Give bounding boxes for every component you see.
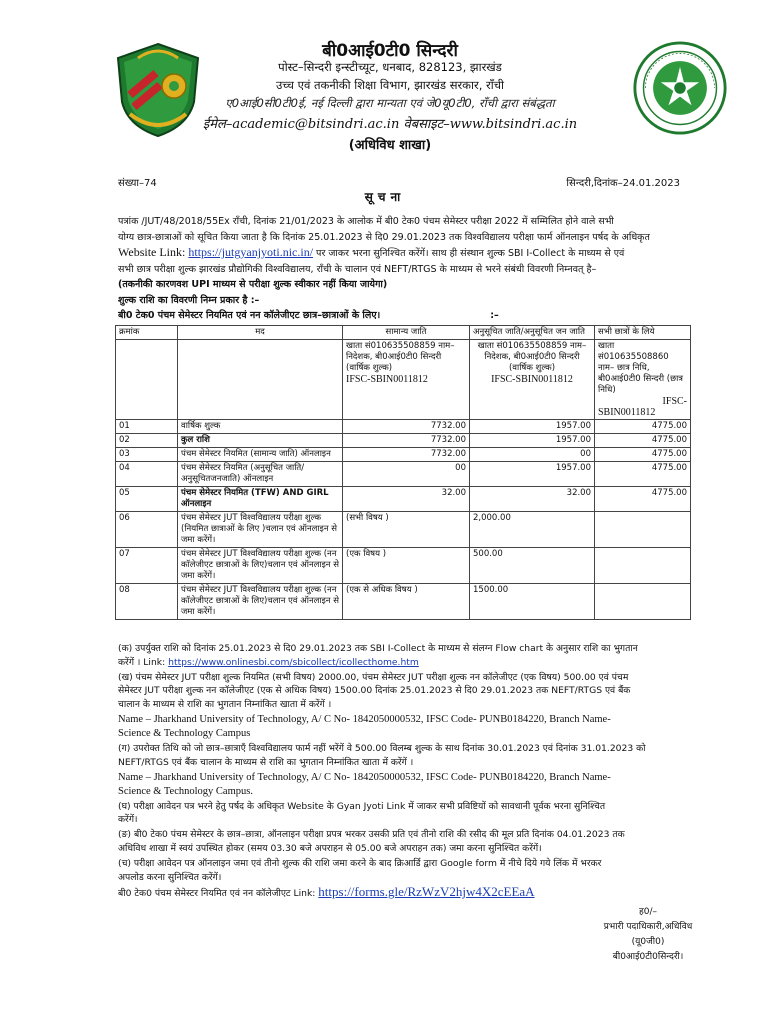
table-row: 04 पंचम सेमेस्टर नियमित (अनुसूचित जाति/अनुसूचितजनजाति) ऑनलाइन 00 1957.00 4775.00 — [116, 462, 691, 487]
table-row: 06 पंचम सेमेस्टर JUT विश्वविद्यालय परीक्षा शुल्क (नियमित छात्राओं के लिए )चलान एवं ऑनलाइन से जमा करेंगें। (सभी विषय ) 2,000.00 — [116, 512, 691, 548]
fee-table — [115, 325, 691, 620]
signature-block: ह0/– प्रभारी पदाधिकारी,अधिविध (यू0जी0) बी0आई0टी0सिन्दरी। — [603, 907, 693, 962]
intro-line — [118, 245, 678, 262]
table-accounts-row — [116, 340, 691, 420]
intro-line: पत्रांक /JUT/48/2018/55Ex राँची, दिनांक 21/01/2023 के आलोक में बी0 टेक0 पंचम सेमेस्टर परीक्षा 2022 में सम्मिलित होने वाले सभी — [118, 216, 614, 227]
header-sc-st: अनुसूचित जाति/अनुसूचित जन जाति — [470, 326, 595, 340]
instructions — [118, 642, 678, 902]
bank-details-1: Name – Jharkhand University of Technology, A/ C No- 1842050000532, IFSC Code- PUNB0184220, Branch Name- Science & Technology Campus — [118, 713, 611, 739]
contact-line: ईमेल–academic@bitsindri.ac.in वेबसाइट–www.bitsindri.ac.in — [202, 117, 578, 132]
fee-scope-tail: :– — [490, 310, 499, 321]
jut-seal-logo — [632, 40, 728, 136]
note-gha: (घ) परीक्षा आवेदन पत्र भरने हेतु पर्षद के अधिकृत Website के Gyan Jyoti Link में जाकर सभी प्रविष्टियों को सावधानी पूर्वक भरना सुनिश्चित करेंगें। — [118, 800, 606, 826]
table-row: 08 पंचम सेमेस्टर JUT विश्वविद्यालय परीक्षा शुल्क (नन कॉलेजीएट छात्राओं के लिए)चलान एवं ऑनलाइन से जमा करेंगें। (एक से अधिक विषय ) 1500.00 — [116, 584, 691, 620]
section-name: (अधिविध शाखा) — [348, 138, 432, 153]
ifsc-all-b: SBIN0011812 — [598, 407, 656, 418]
table-row: 02 कुल राशि 7732.00 1957.00 4775.00 — [116, 434, 691, 448]
header-all: सभी छात्रों के लिये — [595, 326, 691, 340]
reference-number: संख्या–74 — [118, 178, 157, 189]
bank-details-2: Name – Jharkhand University of Technology, A/ C No- 1842050000532, IFSC Code- PUNB0184220, Branch Name- Science & Technology Campus. — [118, 771, 611, 797]
ifsc-general: IFSC-SBIN0011812 — [346, 374, 428, 385]
ifsc-sc-st: IFSC-SBIN0011812 — [491, 374, 573, 385]
fee-details-heading: शुल्क राशि का विवरणी निम्न प्रकार है :– — [118, 294, 260, 306]
institute-address: पोस्ट–सिन्दरी इन्स्टीच्यूट, धनबाद, 828123, झारखंड — [278, 60, 502, 74]
website-label: Website Link: — [118, 245, 189, 259]
jut-gyanjyoti-link[interactable]: https://jutgyanjyoti.nic.in/ — [188, 245, 314, 259]
table-row: 07 पंचम सेमेस्टर JUT विश्वविद्यालय परीक्षा शुल्क (नन कॉलेजीएट छात्राओं के लिए)चलान एवं ऑनलाइन से जमा करेंगें। (एक विषय ) 500.00 — [116, 548, 691, 584]
notice-title: सूचना — [364, 190, 406, 204]
table-header-row — [116, 326, 691, 340]
header-general: सामान्य जाति — [343, 326, 470, 340]
account-sc-st: खाता सं010635508859 नाम–निदेशक, बी0आई0टी0 सिन्दरी (वार्षिक शुल्क) IFSC-SBIN0011812 — [470, 340, 595, 420]
account-all: खाता सं010635508860 नाम– छात्र निधि, बी0आई0टी0 सिन्दरी (छात्र निधि) IFSC- SBIN0011812 — [595, 340, 691, 420]
department-line: उच्च एवं तकनीकी शिक्षा विभाग, झारखंड सरकार, राँची — [276, 78, 504, 92]
header-sl: क्रमांक — [116, 326, 178, 340]
note-kha: (ख) पंचम सेमेस्टर JUT परीक्षा शुल्क नियमित (सभी विषय) 2000.00, पंचम सेमेस्टर JUT परीक्षा शुल्क नन कॉलेजीएट (एक विषय) 500.00 एवं पंचम सेमेस्टर JUT परीक्षा शुल्क नन कॉलेजीएट (एक से अधिक विषय) 1500.00 दिनांक 25.01.2023 से दि0 29.01.2023 तक NEFT/RTGS एवं बैंक चालान के माध्यम से राशि का भुगतान निम्नांकित खाता में करेंगें । — [118, 671, 631, 711]
institute-name: बी0आई0टी0 सिन्दरी — [322, 41, 458, 61]
account-general: खाता सं010635508859 नाम–निदेशक, बी0आई0टी0 सिन्दरी (वार्षिक शुल्क) IFSC-SBIN0011812 — [343, 340, 470, 420]
affiliation-line: ए0आई0सी0टी0ई, नई दिल्ली द्वारा मान्यता एवं जे0यू0टी0, राँची द्वारा संबंद्धता — [225, 96, 555, 110]
fee-scope-text: बी0 टेक0 पंचम सेमेस्टर नियमित एवं नन कॉलेजीएट छात्र–छात्राओं के लिए। — [118, 310, 381, 321]
table-row: 05 पंचम सेमेस्टर नियमित (TFW) AND GIRL ऑनलाइन 32.00 32.00 4775.00 — [116, 487, 691, 512]
intro-line-tail: पर जाकर भरना सुनिश्चित करेंगें। साथ ही संस्थान शुल्क SBI I-Collect के माध्यम से एवं — [313, 248, 625, 259]
intro-line: योग्य छात्र-छात्राओं को सूचित किया जाता है कि दिनांक 25.01.2023 से दि0 29.01.2023 तक विश्वविद्यालय परीक्षा फार्म ऑनलाइन पर्षद के अधिकृत — [118, 231, 650, 243]
ifsc-all-a: IFSC- — [662, 396, 687, 407]
note-ga: (ग) उपरोक्त तिथि को जो छात्र–छात्राएँ विश्वविद्यालय फार्म नहीं भरेंगें वे 500.00 विलम्ब शुल्क के साथ दिनांक 30.01.2023 एवं दिनांक 31.01.2023 को NEFT/RTGS एवं बैंक चालान के माध्यम से राशि का भुगतान निम्नांकित खाता में करेंगें । — [118, 742, 646, 768]
table-row: 01 वार्षिक शुल्क 7732.00 1957.00 4775.00 — [116, 420, 691, 434]
header-item: मद — [178, 326, 343, 340]
note-cha: (च) परीक्षा आवेदन पत्र ऑनलाइन जमा एवं तीनो शुल्क की राशि जमा करने के बाद क्रिआर्डि द्वारा Google form में नीचे दिये गये लिंक में भरकर अपलोड करना सुनिश्चित करेंगें। — [118, 857, 602, 883]
intro-paragraph — [118, 214, 678, 324]
google-form-link[interactable]: https://forms.gle/RzWzV2hjw4X2cEEaA — [318, 884, 535, 900]
table-row: 03 पंचम सेमेस्टर नियमित (सामान्य जाति) ऑनलाइन 7732.00 00 4775.00 — [116, 448, 691, 462]
upi-warning: (तकनीकी कारणवश UPI माध्यम से परीक्षा शुल्क स्वीकार नहीं किया जायेगा) — [118, 279, 388, 290]
intro-line: सभी छात्र परीक्षा शुल्क झारखंड प्रौद्योगिकी विश्वविद्यालय, राँची के चालान एवं NEFT/RTGS के माध्यम से भरने संबंधी विवरणी निम्नवत् है– — [118, 263, 597, 275]
sbi-collect-link[interactable]: https://www.onlinesbi.com/sbicollect/icollecthome.htm — [168, 656, 419, 668]
note-nga: (ङ) बी0 टेक0 पंचम सेमेस्टर के छात्र–छात्रा, ऑनलाइन परीक्षा प्रपत्र भरकर उसकी प्रति एवं तीनो राशि की रसीद की मूल प्रति दिनांक 04.01.2023 तक अधिविध शाखा में स्वयं उपस्थित होकर (समय 03.30 बजे अपराहन से 05.00 बजे अपराहन तक) जमा करना सुनिश्चित करेंगें। — [118, 829, 625, 854]
note-ka: (क) उपर्युक्त राशि को दिनांक 25.01.2023 से दि0 29.01.2023 तक SBI I-Collect के माध्यम से संलग्न Flow chart के अनुसार राशि का भुगतान करेंगें । Link: https://www.onlinesbi.com/sbicollect/icollecthome.htm — [118, 643, 638, 668]
fee-scope-line — [118, 308, 678, 324]
notice-date: सिन्दरी,दिनांक–24.01.2023 — [566, 178, 680, 189]
google-form-line: बी0 टेक0 पंचम सेमेस्टर नियमित एवं नन कॉलेजीएट Link: https://forms.gle/RzWzV2hjw4X2cEEaA — [118, 884, 535, 900]
